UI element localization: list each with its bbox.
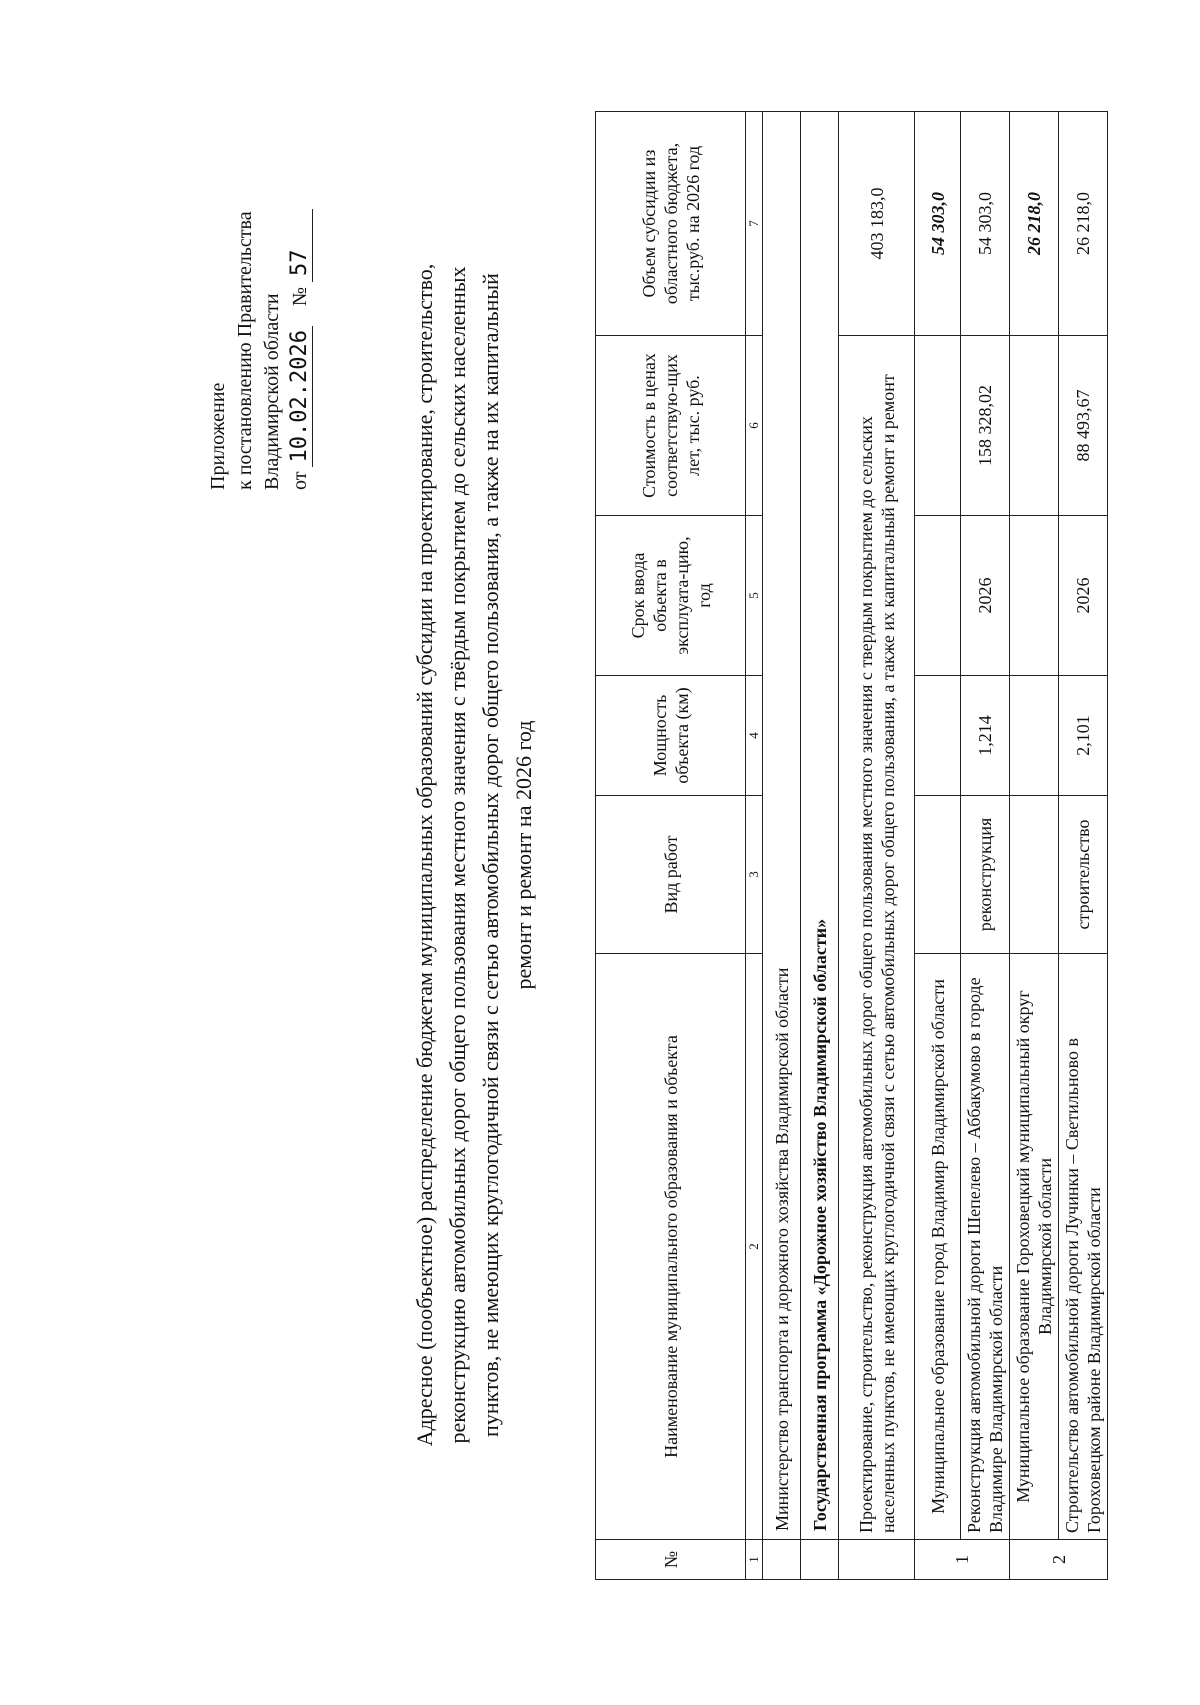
title-line-4: ремонт и ремонт на 2026 год [511,720,536,990]
allocation-table [595,111,1108,1580]
appendix-resolution: к постановлению Правительства [234,211,256,490]
title-line-3: пунктов, не имеющих круглогодичной связи с сетью автомобильных дорог общего пользования, а также на их капитальный [478,273,503,1437]
appendix-label: Приложение [207,382,229,490]
object-row [1059,112,1108,1580]
header-work-type: Вид работ [596,796,746,954]
municipality-name: Муниципальное образование город Владимир Владимирской области [915,954,961,1540]
column-number-row [746,112,763,1580]
col-number: 5 [746,516,763,676]
header-number: № [596,1540,746,1580]
header-commissioning: Срок ввода объекта в эксплуата-цию, год [596,516,746,676]
header-cost: Стоимость в ценах соответствую-щих лет, тыс. руб. [596,336,746,516]
object-capacity: 2,101 [1059,676,1108,796]
direction-name: Проектирование, строительство, реконструкция автомобильных дорог общего пользования местного значения с твердым покрытием до сельских населенных пунктов, не имеющих круглогодичной связи с сетью автомобильных дорог общего пользования, а также их капитальный ремонт и ремонт [839,336,915,1540]
subsidy-amount: 54 303,0 [961,112,1010,336]
entry-number: 1 [915,1540,1010,1580]
ministry-name: Министерство транспорта и дорожного хозяйства Владимирской области [763,112,801,1540]
commissioning-year: 2026 [1059,516,1108,676]
col-number: 1 [746,1540,763,1580]
date-prefix: от [289,471,311,490]
title-line-1: Адресное (пообъектное) распределение бюджетам муниципальных образований субсидии на проектирование, строительство, [412,263,437,1447]
subsidy-amount: 26 218,0 [1059,112,1108,336]
object-cost: 158 328,02 [961,336,1010,516]
appendix-header [205,60,314,490]
table-header-row [596,112,746,1580]
appendix-region: Владимирской области [261,293,283,490]
number-prefix: № [289,286,311,307]
municipality-row [915,112,961,1580]
object-cost: 88 493,67 [1059,336,1108,516]
work-type: реконструкция [961,796,1010,954]
document-title [408,115,540,1595]
object-name: Реконструкция автомобильной дороги Шепелево – Аббакумово в городе Владимире Владимирской области [961,954,1010,1540]
title-line-2: реконструкцию автомобильных дорог общего пользования местного значения с твёрдым покрытием до сельских населенных [445,266,470,1444]
header-capacity: Мощность объекта (км) [596,676,746,796]
resolution-number: 57 [287,209,313,282]
ministry-row [763,112,801,1580]
program-row [801,112,839,1580]
appendix-date-line [286,60,314,490]
col-number: 6 [746,336,763,516]
resolution-date: 10.02.2026 [287,326,313,466]
direction-amount: 403 183,0 [839,112,915,336]
col-number: 7 [746,112,763,336]
header-subsidy: Объем субсидии из областного бюджета, тыс.руб. на 2026 год [596,112,746,336]
col-number: 4 [746,676,763,796]
object-row [961,112,1010,1580]
header-name: Наименование муниципального образования и объекта [596,954,746,1540]
object-capacity: 1,214 [961,676,1010,796]
object-name: Строительство автомобильной дороги Лучинки – Светильново в Гороховецком районе Владимирской области [1059,954,1108,1540]
col-number: 2 [746,954,763,1540]
municipality-amount: 54 303,0 [915,112,961,336]
program-name: Государственная программа «Дорожное хозяйство Владимирской области» [801,112,839,1540]
direction-row [839,112,915,1580]
municipality-name: Муниципальное образование Гороховецкий муниципальный округ Владимирской области [1010,954,1059,1540]
col-number: 3 [746,796,763,954]
municipality-row [1010,112,1059,1580]
entry-number: 2 [1010,1540,1108,1580]
commissioning-year: 2026 [961,516,1010,676]
municipality-amount: 26 218,0 [1010,112,1059,336]
work-type: строительство [1059,796,1108,954]
